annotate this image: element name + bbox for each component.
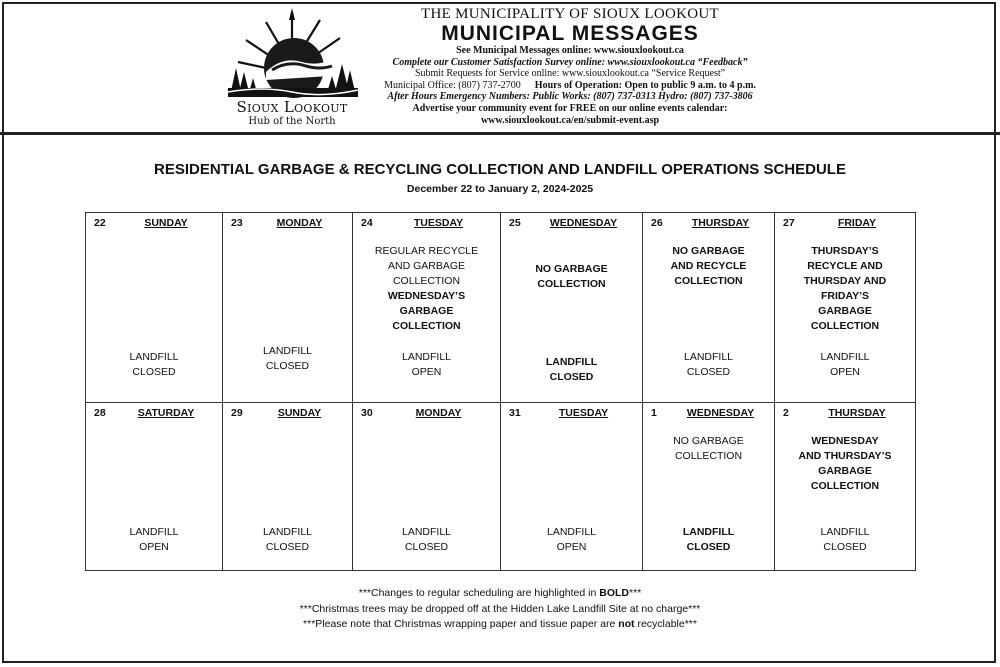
day-number: 24 bbox=[361, 217, 373, 229]
schedule-calendar bbox=[85, 212, 916, 571]
note-line-bold: COLLECTION bbox=[392, 320, 461, 332]
day-name: SUNDAY bbox=[144, 217, 188, 229]
note-text: *** bbox=[628, 587, 642, 599]
note-line-bold: COLLECTION bbox=[810, 320, 880, 332]
advertise-line: Advertise your community event for FREE on our online events calendar: bbox=[412, 102, 728, 114]
landfill-status: OPEN bbox=[411, 366, 442, 378]
day-number: 28 bbox=[94, 407, 106, 419]
landfill-status: CLOSED bbox=[823, 541, 867, 553]
note-line-bold: THURSDAY’S bbox=[811, 245, 879, 257]
landfill-label: LANDFILL bbox=[682, 526, 735, 538]
day-cell-dec-26 bbox=[643, 213, 775, 403]
note-line-bold: RECYCLE AND bbox=[807, 260, 883, 272]
day-number: 29 bbox=[231, 407, 243, 419]
logo-name: Sioux Lookout bbox=[236, 98, 348, 116]
day-name: THURSDAY bbox=[691, 217, 750, 229]
landfill-status: OPEN bbox=[139, 541, 169, 553]
masthead bbox=[360, 6, 780, 126]
landfill-status: OPEN bbox=[556, 541, 587, 553]
note-line-bold: NO GARBAGE bbox=[535, 263, 608, 275]
landfill-status: CLOSED bbox=[265, 541, 310, 553]
note-line-bold: COLLECTION bbox=[810, 480, 880, 492]
masthead-title: MUNICIPAL MESSAGES bbox=[441, 22, 699, 45]
collection-note bbox=[775, 244, 915, 334]
note-line-bold: GARBAGE bbox=[399, 305, 454, 317]
collection-note bbox=[353, 244, 500, 334]
schedule-footnotes bbox=[0, 586, 1000, 633]
note-line: COLLECTION bbox=[392, 275, 461, 287]
note-line-bold: THURSDAY AND bbox=[803, 275, 887, 287]
day-number: 22 bbox=[94, 217, 106, 229]
bold-changes-note bbox=[0, 586, 1000, 602]
note-line: AND GARBAGE bbox=[387, 260, 466, 272]
note-line-bold: WEDNESDAY bbox=[811, 435, 879, 447]
day-number: 2 bbox=[783, 407, 789, 419]
service-request-line: Submit Requests for Service online: www.siouxlookout.ca “Service Request” bbox=[414, 68, 726, 80]
landfill-label: LANDFILL bbox=[820, 351, 870, 363]
note-text: ***Changes to regular scheduling are highlighted in bbox=[358, 587, 600, 599]
day-name: SATURDAY bbox=[137, 407, 195, 419]
christmas-tree-note: ***Christmas trees may be dropped off at the Hidden Lake Landfill Site at no charge*** bbox=[299, 602, 701, 615]
note-emphasis: not bbox=[618, 618, 635, 630]
landfill-status: CLOSED bbox=[549, 371, 594, 383]
day-cell-dec-23 bbox=[223, 213, 353, 403]
landfill-status: CLOSED bbox=[265, 360, 310, 372]
note-text: ***Please note that Christmas wrapping paper and tissue paper are bbox=[303, 618, 619, 630]
day-cell-jan-2 bbox=[775, 403, 915, 570]
landfill-status: CLOSED bbox=[132, 366, 176, 378]
day-cell-dec-31 bbox=[501, 403, 643, 570]
logo-tagline: Hub of the North bbox=[248, 116, 336, 127]
collection-note bbox=[775, 434, 915, 494]
day-number: 27 bbox=[783, 217, 795, 229]
note-emphasis: BOLD bbox=[599, 587, 629, 599]
note-line-bold: FRIDAY’S bbox=[820, 290, 870, 302]
office-hours-line bbox=[360, 80, 780, 92]
day-cell-dec-30 bbox=[353, 403, 501, 570]
day-number: 23 bbox=[231, 217, 243, 229]
sunrise-pine-icon bbox=[222, 6, 362, 101]
landfill-status: CLOSED bbox=[686, 366, 731, 378]
day-cell-dec-28 bbox=[86, 403, 223, 570]
landfill-label: LANDFILL bbox=[262, 345, 313, 357]
note-line-bold: COLLECTION bbox=[674, 275, 743, 287]
day-name: WEDNESDAY bbox=[549, 217, 618, 229]
landfill-status: OPEN bbox=[830, 366, 860, 378]
sioux-lookout-logo bbox=[222, 6, 362, 128]
landfill-label: LANDFILL bbox=[129, 351, 179, 363]
day-cell-dec-27 bbox=[775, 213, 915, 403]
note-line-bold: WEDNESDAY’S bbox=[387, 290, 466, 302]
survey-line: Complete our Customer Satisfaction Survey online: www.siouxlookout.ca “Feedback” bbox=[392, 56, 748, 68]
events-url-link[interactable]: www.siouxlookout.ca/en/submit-event.asp bbox=[480, 114, 660, 126]
day-name: TUESDAY bbox=[413, 217, 464, 229]
day-name: WEDNESDAY bbox=[686, 407, 755, 419]
emergency-numbers: After Hours Emergency Numbers: Public Works: (807) 737-0313 Hydro: (807) 737-3806 bbox=[387, 91, 753, 103]
collection-note bbox=[643, 434, 774, 464]
note-line-bold: COLLECTION bbox=[537, 278, 606, 290]
landfill-label: LANDFILL bbox=[262, 526, 313, 538]
municipality-name: THE MUNICIPALITY OF SIOUX LOOKOUT bbox=[421, 6, 719, 22]
note-line-bold: GARBAGE bbox=[818, 465, 872, 477]
landfill-status: CLOSED bbox=[404, 541, 449, 553]
day-name: THURSDAY bbox=[828, 407, 886, 419]
schedule-title: RESIDENTIAL GARBAGE & RECYCLING COLLECTION AND LANDFILL OPERATIONS SCHEDULE bbox=[154, 161, 846, 178]
note-text: recyclable*** bbox=[634, 618, 697, 630]
day-name: MONDAY bbox=[276, 217, 323, 229]
collection-note bbox=[643, 244, 774, 289]
office-phone: Municipal Office: (807) 737-2700 bbox=[384, 79, 521, 91]
day-number: 1 bbox=[651, 407, 657, 419]
day-cell-dec-25 bbox=[501, 213, 643, 403]
day-name: SUNDAY bbox=[277, 407, 322, 419]
note-line-bold: NO GARBAGE bbox=[672, 245, 745, 257]
note-line: COLLECTION bbox=[674, 450, 743, 462]
day-name: TUESDAY bbox=[558, 407, 609, 419]
schedule-dates: December 22 to January 2, 2024-2025 bbox=[406, 183, 594, 195]
day-name: MONDAY bbox=[415, 407, 462, 419]
header-divider bbox=[0, 132, 1000, 135]
note-line-bold: AND RECYCLE bbox=[670, 260, 747, 272]
landfill-label: LANDFILL bbox=[820, 526, 870, 538]
hours-of-operation: Hours of Operation: Open to public 9 a.m. to 4 p.m. bbox=[534, 79, 756, 91]
day-cell-jan-1 bbox=[643, 403, 775, 570]
landfill-label: LANDFILL bbox=[401, 526, 452, 538]
wrapping-paper-note bbox=[0, 617, 1000, 633]
day-cell-dec-24 bbox=[353, 213, 501, 403]
online-messages-link[interactable]: See Municipal Messages online: www.siouxlookout.ca bbox=[456, 45, 684, 56]
day-name: FRIDAY bbox=[837, 217, 877, 229]
day-number: 25 bbox=[509, 217, 521, 229]
landfill-label: LANDFILL bbox=[546, 526, 597, 538]
landfill-status: CLOSED bbox=[686, 541, 731, 553]
day-cell-dec-29 bbox=[223, 403, 353, 570]
note-line: NO GARBAGE bbox=[673, 435, 744, 447]
landfill-label: LANDFILL bbox=[545, 356, 598, 368]
day-number: 26 bbox=[651, 217, 663, 229]
note-line-bold: GARBAGE bbox=[818, 305, 872, 317]
day-number: 30 bbox=[361, 407, 373, 419]
day-number: 31 bbox=[509, 407, 521, 419]
landfill-label: LANDFILL bbox=[129, 526, 179, 538]
day-cell-dec-22 bbox=[86, 213, 223, 403]
landfill-label: LANDFILL bbox=[683, 351, 734, 363]
note-line-bold: AND THURSDAY’S bbox=[798, 450, 892, 462]
landfill-label: LANDFILL bbox=[401, 351, 452, 363]
note-line: REGULAR RECYCLE bbox=[374, 245, 479, 257]
collection-note bbox=[501, 262, 642, 292]
